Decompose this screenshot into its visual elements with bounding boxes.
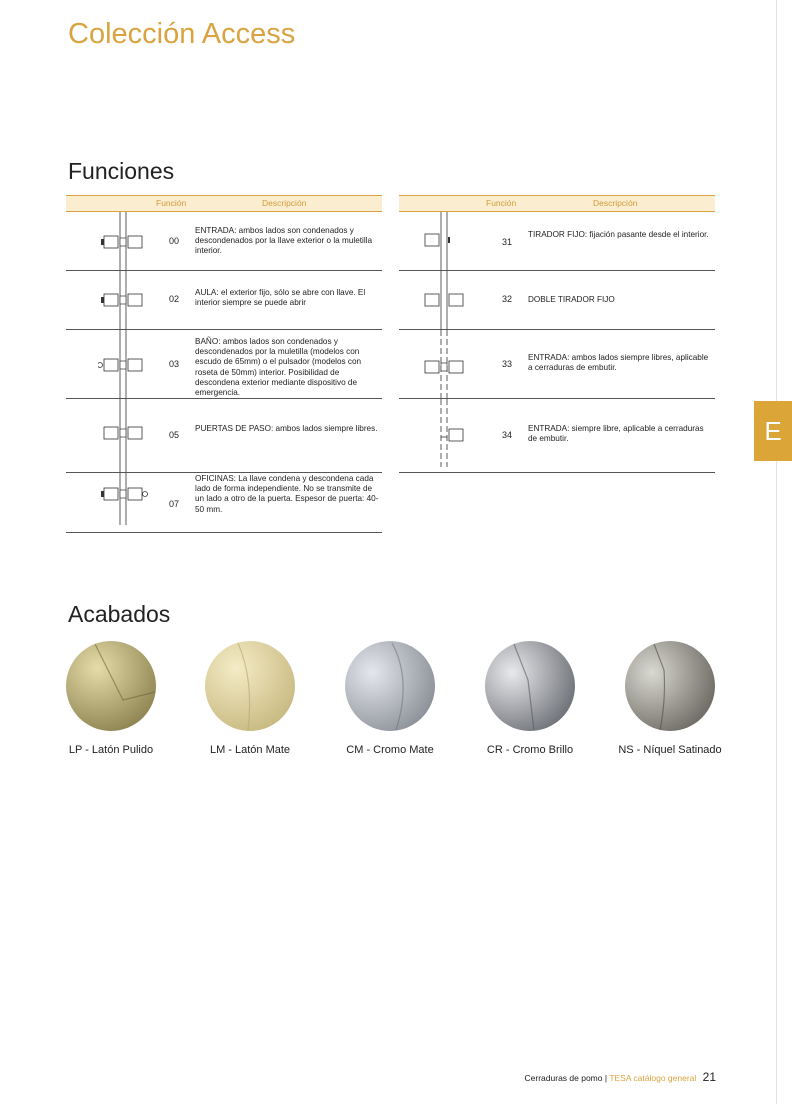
function-lead: ENTRADA: xyxy=(528,353,570,362)
function-row-00 xyxy=(66,212,382,271)
finish-swatch-image xyxy=(344,640,436,732)
function-row-32 xyxy=(399,271,715,330)
function-code: 33 xyxy=(502,359,513,369)
function-code: 02 xyxy=(169,294,180,304)
function-code: 03 xyxy=(169,359,180,369)
function-text: el exterior fijo, sólo se abre con llave. El interior siempre se puede abrir xyxy=(195,288,366,308)
lock-diagram-icon xyxy=(98,399,158,472)
function-code: 00 xyxy=(169,236,180,246)
finishes-heading: Acabados xyxy=(68,601,171,627)
function-text: siempre libre, aplicable a cerraduras de embutir. xyxy=(528,424,704,444)
lock-diagram-icon xyxy=(419,271,479,329)
function-description xyxy=(195,474,381,515)
finish-swatch xyxy=(600,640,740,756)
function-code: 31 xyxy=(502,237,513,247)
function-text: ambos lados siempre libres, aplicable a cerraduras de embutir. xyxy=(528,353,709,373)
function-lead: ENTRADA: xyxy=(195,226,237,235)
lock-diagram-icon xyxy=(98,212,158,270)
lock-diagram-icon xyxy=(98,473,158,532)
finish-label: LP - Latón Pulido xyxy=(68,744,154,756)
function-lead: PUERTAS DE PASO: xyxy=(195,424,274,433)
function-row-02 xyxy=(66,271,382,330)
col-function-header: Función xyxy=(486,198,517,208)
finish-label: LM - Latón Mate xyxy=(209,744,291,756)
section-tab: E xyxy=(754,401,792,461)
finish-label: CM - Cromo Mate xyxy=(346,744,434,756)
table-header xyxy=(66,195,382,212)
finish-swatch xyxy=(460,640,600,756)
lock-diagram-icon xyxy=(419,212,479,270)
function-text: ambos lados son condenados y descondenados por la muletilla (modelos con escudo de 65mm) o el pulsador (modelos con roseta de 50mm) interior. Posibilidad de descondena exterior mediante dispositivo de emergencia. xyxy=(195,337,362,398)
col-function-header: Función xyxy=(156,198,187,208)
function-code: 32 xyxy=(502,294,513,304)
function-row-31 xyxy=(399,212,715,271)
finishes-list xyxy=(0,640,792,770)
function-row-03 xyxy=(66,330,382,399)
function-description xyxy=(528,424,714,444)
functions-table-left xyxy=(66,195,382,533)
finish-label: CR - Cromo Brillo xyxy=(486,744,574,756)
col-description-header: Descripción xyxy=(262,198,307,208)
function-text: La llave condena y descondena cada lado de forma independiente. No se transmite de un lado a otro de la puerta. Espesor de puerta: 40-50 mm. xyxy=(195,474,379,514)
function-code: 05 xyxy=(169,430,180,440)
function-code: 34 xyxy=(502,430,513,440)
finish-swatch-image xyxy=(624,640,716,732)
function-description xyxy=(528,230,714,240)
function-description xyxy=(195,424,381,434)
function-description xyxy=(528,295,714,305)
lock-diagram-icon xyxy=(419,399,479,472)
page-footer xyxy=(525,1070,716,1084)
function-code: 07 xyxy=(169,499,180,509)
function-row-33 xyxy=(399,330,715,399)
page-edge-rule xyxy=(776,0,777,1104)
lock-diagram-icon xyxy=(98,271,158,329)
function-row-07 xyxy=(66,473,382,533)
functions-heading: Funciones xyxy=(68,158,175,184)
function-row-34 xyxy=(399,399,715,473)
function-description xyxy=(195,226,381,257)
lock-diagram-icon xyxy=(98,330,158,398)
lock-diagram-icon xyxy=(419,330,479,398)
function-description xyxy=(195,288,381,308)
finish-swatch-image xyxy=(204,640,296,732)
function-lead: TIRADOR FIJO: xyxy=(528,230,588,239)
functions-table-right xyxy=(399,195,715,473)
table-header xyxy=(399,195,715,212)
finish-swatch xyxy=(180,640,320,756)
function-lead: OFICINAS: xyxy=(195,474,236,483)
function-text: ambos lados son condenados y descondenados por la llave exterior o la muletilla interior. xyxy=(195,226,373,256)
page-title: Colección Access xyxy=(68,18,296,50)
function-description xyxy=(195,337,381,398)
function-text: fijación pasante desde el interior. xyxy=(587,230,709,239)
function-lead: BAÑO: xyxy=(195,337,221,346)
footer-separator: | xyxy=(604,1073,608,1083)
function-row-05 xyxy=(66,399,382,473)
col-description-header: Descripción xyxy=(593,198,638,208)
finish-swatch xyxy=(41,640,181,756)
function-lead: ENTRADA: xyxy=(528,424,570,433)
finish-swatch xyxy=(320,640,460,756)
footer-section: Cerraduras de pomo xyxy=(524,1073,603,1083)
page-number: 21 xyxy=(702,1070,716,1084)
finish-swatch-image xyxy=(484,640,576,732)
footer-brand: TESA catálogo general xyxy=(609,1073,697,1083)
function-lead: DOBLE TIRADOR FIJO xyxy=(528,295,615,304)
function-lead: AULA: xyxy=(195,288,219,297)
function-text: ambos lados siempre libres. xyxy=(273,424,378,433)
finish-swatch-image xyxy=(65,640,157,732)
function-description xyxy=(528,353,714,373)
finish-label: NS - Níquel Satinado xyxy=(618,744,722,756)
